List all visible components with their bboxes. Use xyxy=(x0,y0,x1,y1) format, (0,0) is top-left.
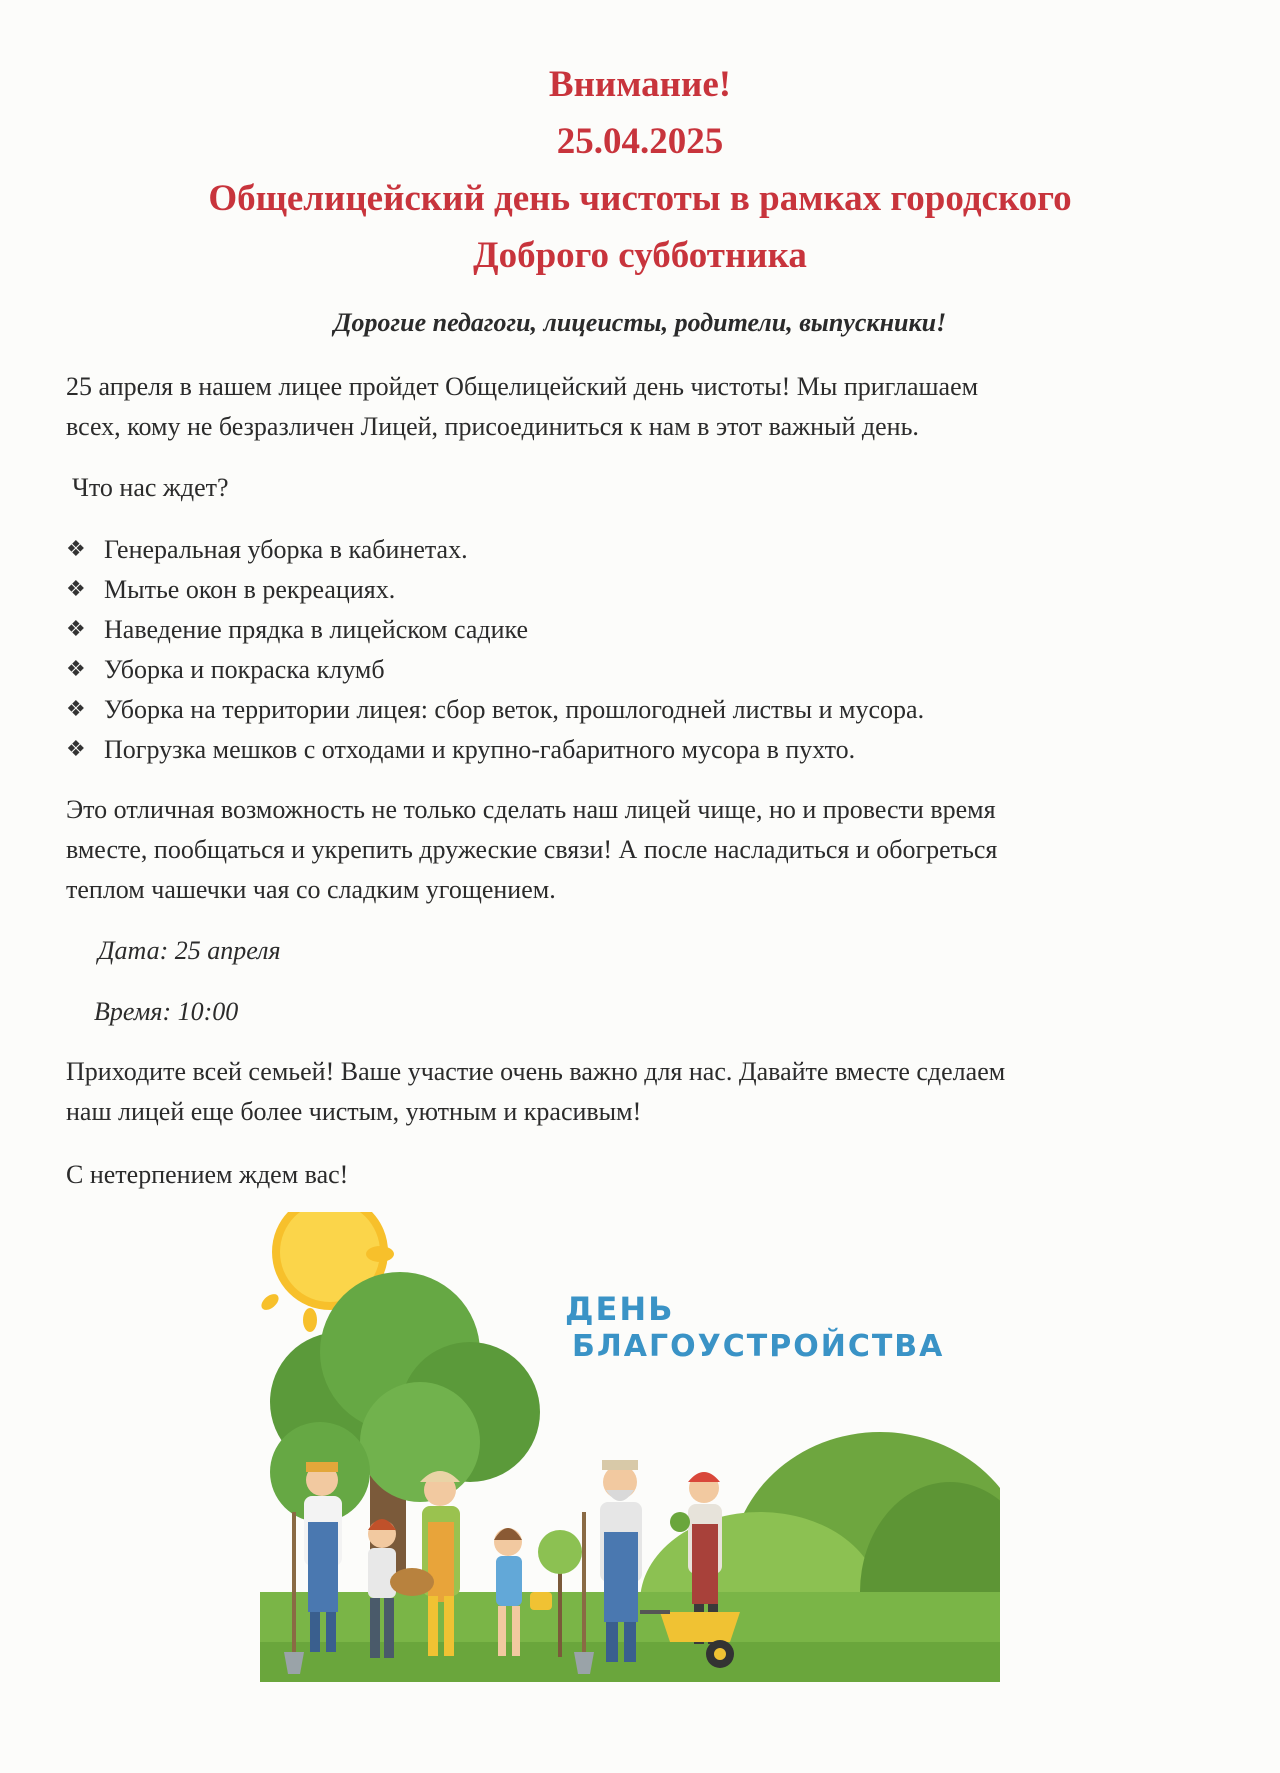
illustration-svg xyxy=(260,1212,1000,1682)
question: Что нас ждет? xyxy=(72,473,229,502)
closing-paragraph xyxy=(66,1052,1216,1132)
illustration-title-line-1: ДЕНЬ xyxy=(565,1290,675,1328)
volunteer-grandfather-icon xyxy=(574,1460,642,1674)
intro-line-1: 25 апреля в нашем лицее пройдет Общелицейский день чистоты! Мы приглашаем xyxy=(66,372,979,401)
opportunity-line-3: теплом чашечки чая со сладким угощением. xyxy=(66,875,556,904)
signoff: С нетерпением ждем вас! xyxy=(66,1160,349,1189)
cleanup-day-illustration xyxy=(260,1212,1000,1682)
greeting: Дорогие педагоги, лицеисты, родители, выпускники! xyxy=(333,308,947,337)
headline xyxy=(70,56,1210,284)
intro-line-2: всех, кому не безразличен Лицей, присоединиться к нам в этот важный день. xyxy=(66,412,919,441)
closing-line-2: наш лицей еще более чистым, уютным и красивым! xyxy=(66,1097,642,1126)
closing-line-1: Приходите всей семьей! Ваше участие очень важно для нас. Давайте вместе сделаем xyxy=(66,1057,1006,1086)
intro-paragraph xyxy=(66,367,1216,447)
activity-list xyxy=(66,530,1216,770)
bullet-icon: ❖ xyxy=(66,577,86,602)
bullet-icon: ❖ xyxy=(66,737,86,762)
illustration-title-line-2: БЛАГОУСТРОЙСТВА xyxy=(572,1329,945,1364)
list-item: ❖ Наведение прядка в лицейском садике xyxy=(66,610,1216,650)
opportunity-line-2: вместе, пообщаться и укрепить дружеские связи! А после насладиться и обогреться xyxy=(66,835,998,864)
list-item: ❖ Погрузка мешков с отходами и крупно-габаритного мусора в пухто. xyxy=(66,730,1216,770)
opportunity-paragraph xyxy=(66,790,1216,910)
bullet-icon: ❖ xyxy=(66,617,86,642)
bullet-icon: ❖ xyxy=(66,537,86,562)
list-item: ❖ Уборка на территории лицея: сбор веток, прошлогодней листвы и мусора. xyxy=(66,690,1216,730)
headline-event-subtitle: Доброго субботника xyxy=(473,235,807,276)
headline-date: 25.04.2025 xyxy=(556,121,724,162)
bullet-icon: ❖ xyxy=(66,657,86,682)
event-date: Дата: 25 апреля xyxy=(98,936,281,965)
bullet-icon: ❖ xyxy=(66,697,86,722)
headline-attention: Внимание! xyxy=(548,64,732,105)
event-time: Время: 10:00 xyxy=(94,997,239,1026)
list-item: ❖ Мытье окон в рекреациях. xyxy=(66,570,1216,610)
opportunity-line-1: Это отличная возможность не только сделать наш лицей чище, но и провести время xyxy=(66,795,996,824)
list-item: ❖ Уборка и покраска клумб xyxy=(66,650,1216,690)
headline-event-title: Общелицейский день чистоты в рамках городского xyxy=(208,178,1072,219)
list-item: ❖ Генеральная уборка в кабинетах. xyxy=(66,530,1216,570)
